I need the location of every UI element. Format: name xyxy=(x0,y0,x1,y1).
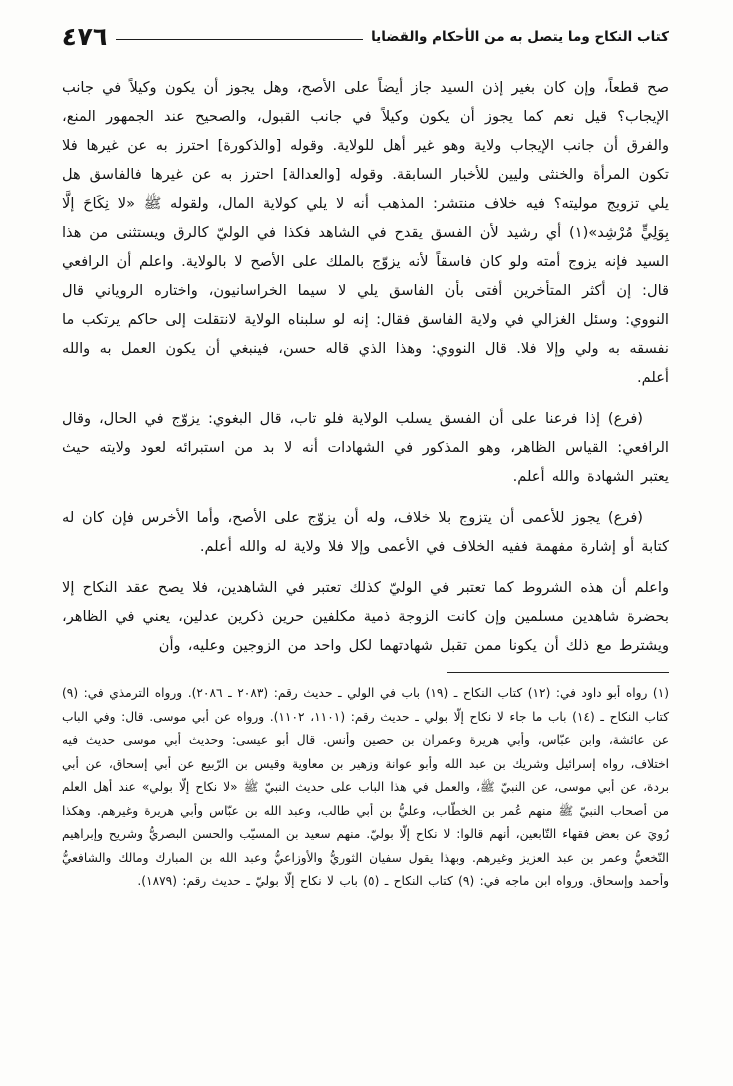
chapter-title: كتاب النكاح وما يتصل به من الأحكام والقضايا xyxy=(371,28,669,45)
footnotes-section xyxy=(62,672,669,894)
paragraph-continuation: صح قطعاً، وإن كان بغير إذن السيد جاز أيضاً على الأصح، وهل يجوز أن يكون وكيلاً في جانب الإيجاب؟ قيل نعم كما يجوز أن يكون وكيلاً في جانب القبول، والصحيح عند الجمهور المنع، والفرق أن جانب الإيجاب ولاية وهو غير أهل للولاية. وقوله [والذكورة] احترز به عن غيرها فلا تكون المرأة والخنثى وليين للأخبار السابقة. وقوله [والعدالة] احترز به عن غيرها فالفاسق هل يلي تزويج موليته؟ فيه خلاف منتشر: المذهب أنه لا يلي كولاية المال، ولقوله ﷺ «لا نِكَاحَ إلَّا بِوَلِيٍّ مُرْشِد»(١) أي رشيد لأن الفسق يقدح في الشاهد فكذا في الوليّ كالرق ويستثنى من هذا السيد فإنه يزوج أمته ولو كان فاسقاً لأنه يزوّج بالملك على الأصح لا بالولاية. واعلم أن الرافعي قال: إن أكثر المتأخرين أفتى بأن الفاسق يلي لا سيما الخراسانيون، واختاره الروياني قال النووي: وسئل الغزالي في ولاية الفاسق فقال: إنه لو سلبناه الولاية لانتقلت إلى حاكم يرتكب ما نفسقه به ولي وإلا فلا. قال النووي: وهذا الذي قاله حسن، فينبغي أن يكون العمل به والله أعلم. xyxy=(62,79,670,386)
paragraph-far3-a3ma: (فرع) يجوز للأعمى أن يتزوج بلا خلاف، وله أن يزوّج على الأصح، وأما الأخرس فإن كان له كتابة أو إشارة مفهمة ففيه الخلاف في الأعمى وإلا فلا ولاية له والله أعلم. xyxy=(62,509,669,555)
paragraph-far3-tawbah: (فرع) إذا فرعنا على أن الفسق يسلب الولاية فلو تاب، قال البغوي: يزوّج في الحال، وقال الرافعي: القياس الظاهر، وهو المذكور في الشهادات أنه لا بد من استبرائه لعود ولايته حيث يعتبر الشهادة والله أعلم. xyxy=(62,410,669,485)
footnote-separator xyxy=(447,672,669,673)
paragraph-shahidayn: واعلم أن هذه الشروط كما تعتبر في الوليّ كذلك تعتبر في الشاهدين، فلا يصح عقد النكاح إلا بحضرة شاهدين مسلمين وإن كانت الزوجة ذمية مكلفين حرين ذكرين عدلين، يعني في الظاهر، ويشترط مع ذلك أن يكونا ممن تقبل شهادتهما لكل واحد من الزوجين وعليه، وأن xyxy=(62,579,669,654)
footnote-1: (١) رواه أبو داود في: (١٢) كتاب النكاح ـ (١٩) باب في الولي ـ حديث رقم: (٢٠٨٣ ـ ٢٠٨٦). ورواه الترمذي في: (٩) كتاب النكاح ـ (١٤) باب ما جاء لا نكاح إلّا بولي ـ حديث رقم: (١١٠١، ١١٠٢). ورواه عن أبي موسى. قال: وفي الباب عن عائشة، وابن عبّاس، وأبي هريرة وعمران بن حصين وأنس. قال أبو عيسى: وحديث أبي موسى حديث فيه اختلاف، رواه إسرائيل وشريك بن عبد الله وأبو عوانة وزهير بن معاوية وقيس بن الرّبيع عن أبي إسحاق، عن أبي بردة، عن أبي موسى، عن النبيّ ﷺ، والعمل في هذا الباب على حديث النبيّ ﷺ «لا نكاح إلّا بولي» عند أهل العلم من أصحاب النبيّ ﷺ منهم عُمر بن الخطّاب، وعليُّ بن أبي طالب، وعبد الله بن عبّاس وأبي هريرة وغيرهم. وهكذا رُويَ عن بعض فقهاء التّابعين، أنهم قالوا: لا نكاح إلّا بوليّ. منهم سعيد بن المسيّب والحسن البصريُّ وشريح وإبراهيم النّخعيُّ وعمر بن عبد العزيز وغيرهم. وبهذا يقول سفيان الثوريُّ والأوزاعيُّ وعبد الله بن المبارك ومالك والشافعيُّ وأحمد وإسحاق. ورواه ابن ماجه في: (٩) كتاب النكاح ـ (٥) باب لا نكاح إلّا بوليّ ـ حديث رقم: (١٨٧٩). xyxy=(62,686,670,888)
page-header xyxy=(62,24,669,49)
main-text xyxy=(62,73,669,660)
header-rule xyxy=(116,39,363,40)
page-number: ٤٧٦ xyxy=(60,22,109,51)
